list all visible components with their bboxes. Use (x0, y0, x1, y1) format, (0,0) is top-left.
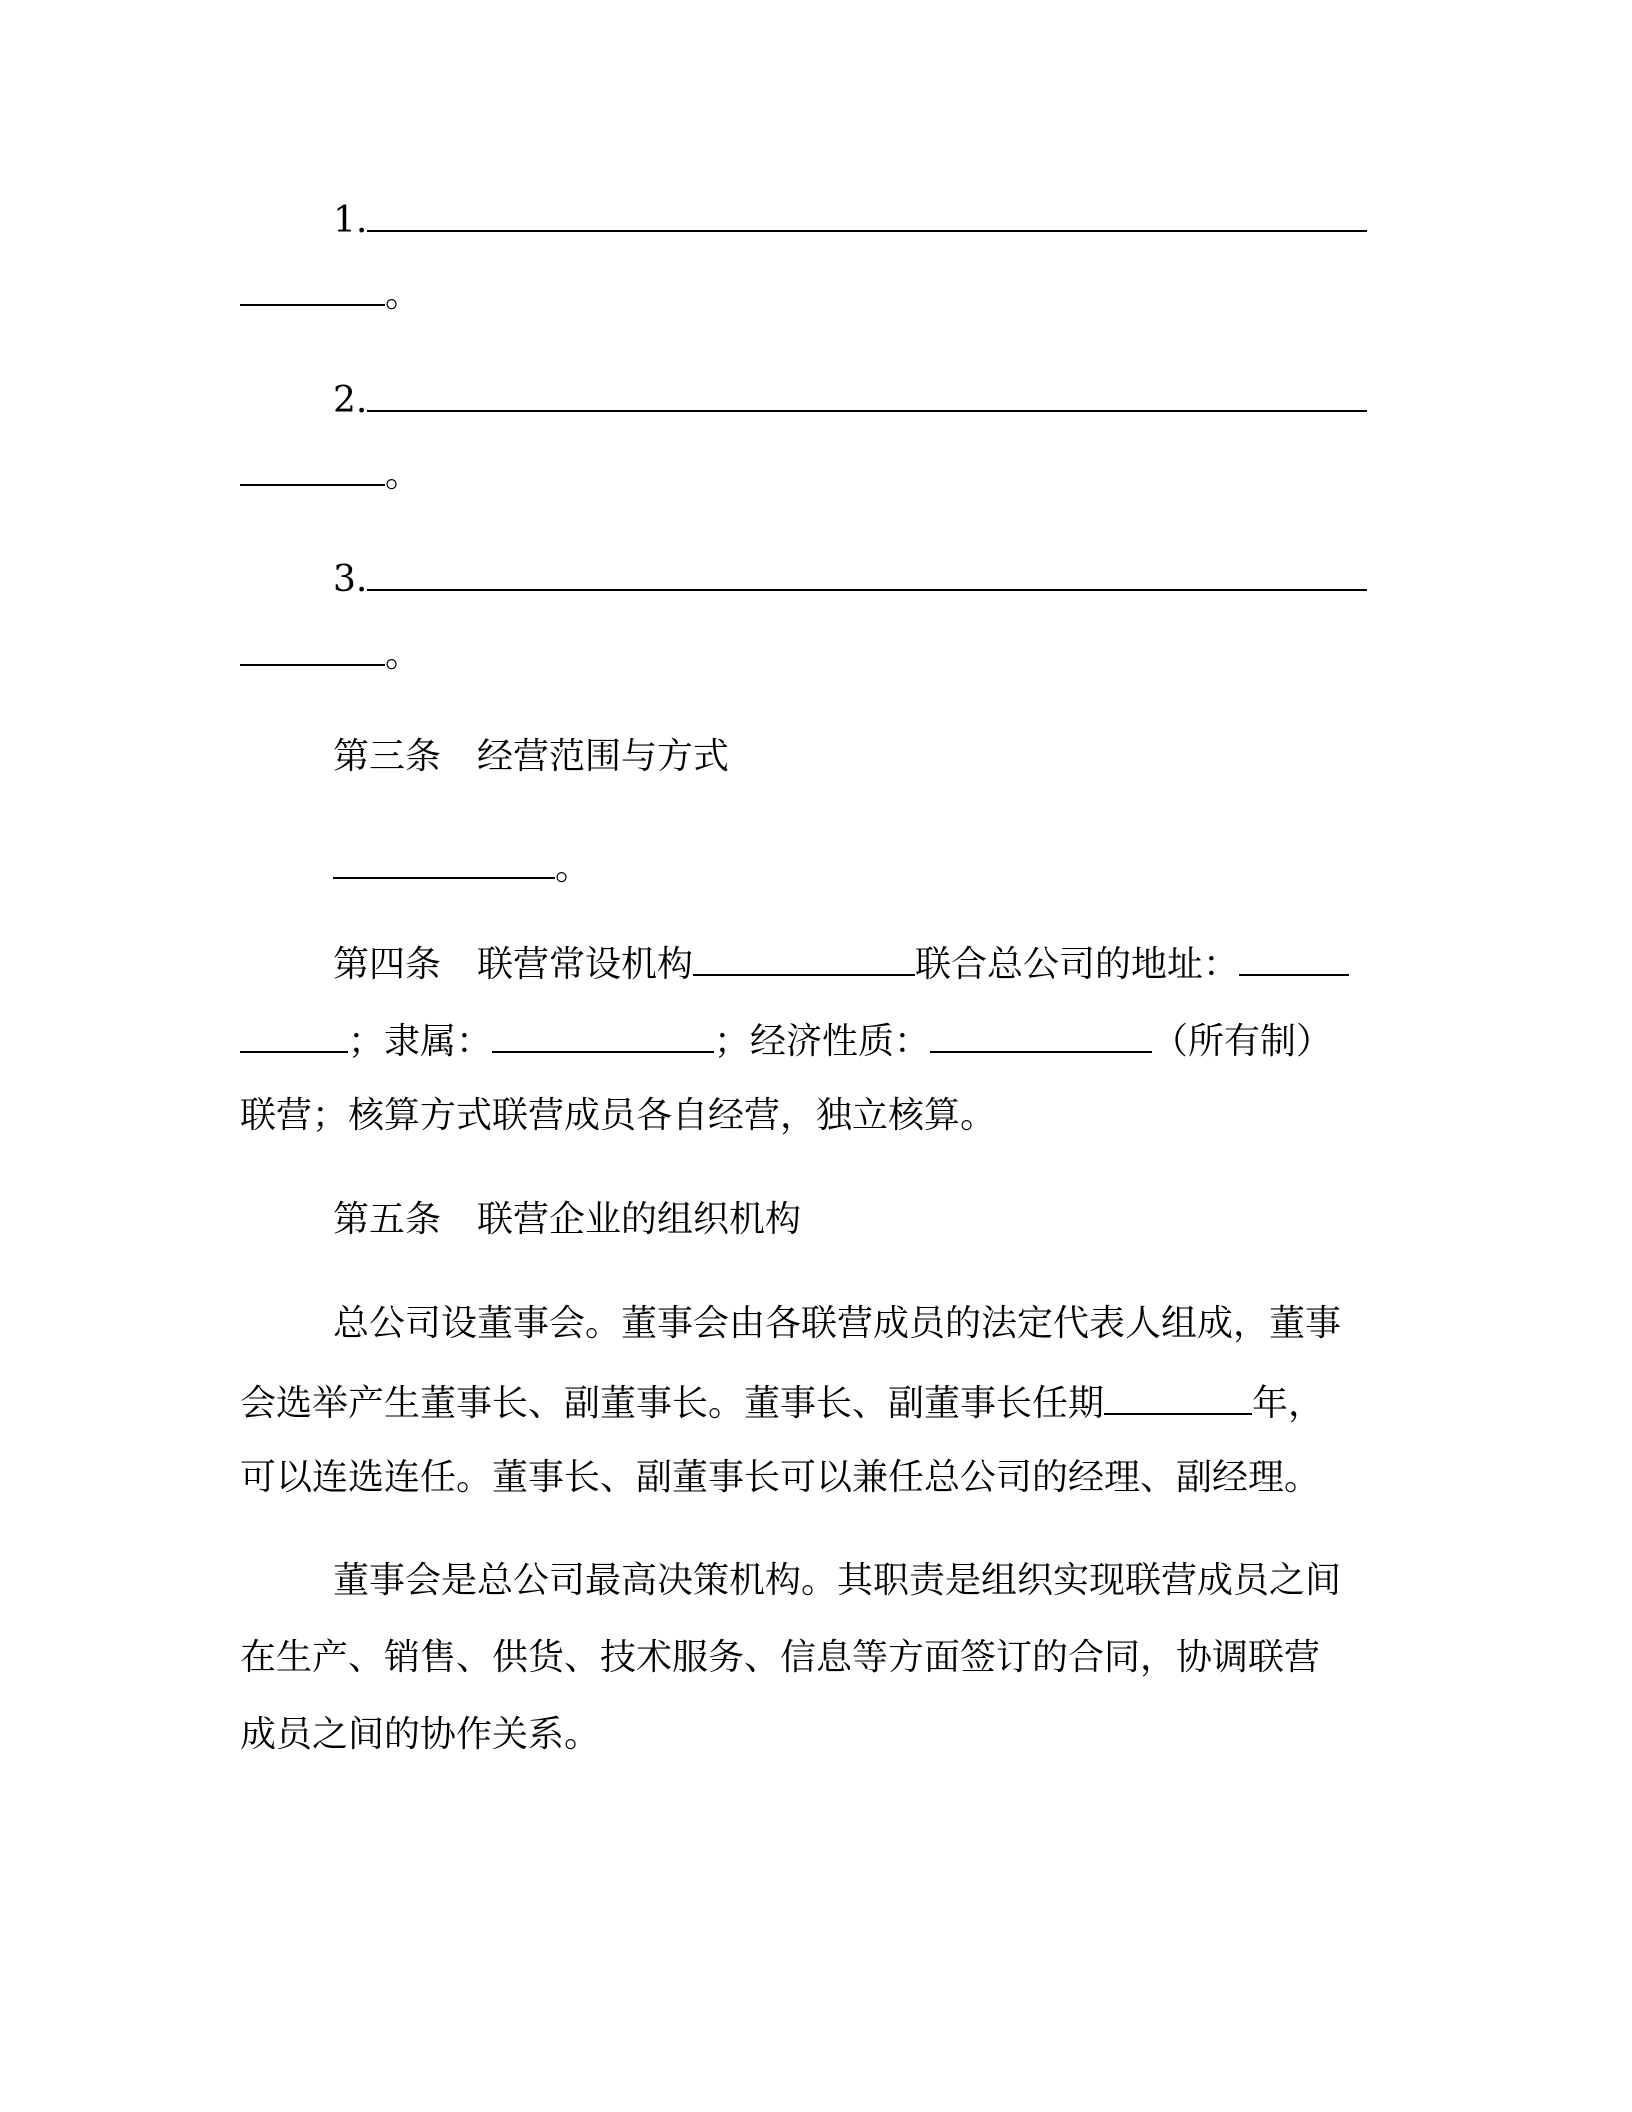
article-5-paragraph-1-line-1: 总公司设董事会。董事会由各联营成员的法定代表人组成，董事 (333, 1303, 1342, 1344)
article-4-line-1 (333, 940, 1349, 984)
blank-field[interactable] (1239, 940, 1349, 976)
blank-field[interactable] (1104, 1379, 1252, 1415)
item-1 (333, 196, 1367, 240)
item-2-continuation (240, 450, 421, 494)
blank-field[interactable] (367, 196, 1367, 232)
text: 会选举产生董事长、副董事长。董事长、副董事长任期 (240, 1383, 1105, 1424)
blank-field[interactable] (930, 1017, 1152, 1053)
period: 。 (555, 847, 592, 888)
article-4-line-2 (240, 1017, 1332, 1061)
text: 年， (1252, 1383, 1325, 1424)
blank-field[interactable] (693, 940, 915, 976)
article-5-paragraph-2-line-2: 在生产、销售、供货、技术服务、信息等方面签订的合同，协调联营 (240, 1637, 1321, 1678)
blank-field[interactable] (240, 270, 385, 306)
period: 。 (385, 274, 422, 315)
blank-field[interactable] (240, 450, 385, 486)
affiliation-label: ；隶属： (348, 1021, 493, 1062)
article-5-paragraph-2-line-1: 董事会是总公司最高决策机构。其职责是组织实现联营成员之间 (333, 1560, 1342, 1601)
ownership-label: （所有制） (1152, 1021, 1333, 1062)
blank-field[interactable] (492, 1017, 714, 1053)
item-3 (333, 555, 1367, 599)
item-3-continuation (240, 630, 421, 674)
item-1-continuation (240, 270, 421, 314)
article-5-paragraph-1-line-3: 可以连选连任。董事长、副董事长可以兼任总公司的经理、副经理。 (240, 1457, 1321, 1498)
article-3-scope (333, 843, 591, 887)
address-label: 联合总公司的地址： (915, 944, 1240, 985)
economic-nature-label: ；经济性质： (714, 1021, 931, 1062)
article-4-line-3: 联营；核算方式联营成员各自经营，独立核算。 (240, 1095, 997, 1136)
period: 。 (385, 454, 422, 495)
article-5-paragraph-1-line-2 (240, 1379, 1324, 1423)
article-5-heading: 第五条 联营企业的组织机构 (333, 1199, 802, 1240)
blank-field[interactable] (367, 555, 1367, 591)
blank-field[interactable] (240, 1017, 348, 1053)
blank-field[interactable] (367, 376, 1367, 412)
article-3-heading: 第三条 经营范围与方式 (333, 736, 730, 777)
item-number: 1. (333, 200, 368, 241)
article-4-lead: 第四条 联营常设机构 (333, 944, 694, 985)
article-5-paragraph-2-line-3: 成员之间的协作关系。 (240, 1714, 601, 1755)
item-number: 3. (333, 559, 368, 600)
item-number: 2. (333, 380, 368, 421)
period: 。 (385, 634, 422, 675)
item-2 (333, 376, 1367, 420)
blank-field[interactable] (333, 843, 555, 879)
blank-field[interactable] (240, 630, 385, 666)
